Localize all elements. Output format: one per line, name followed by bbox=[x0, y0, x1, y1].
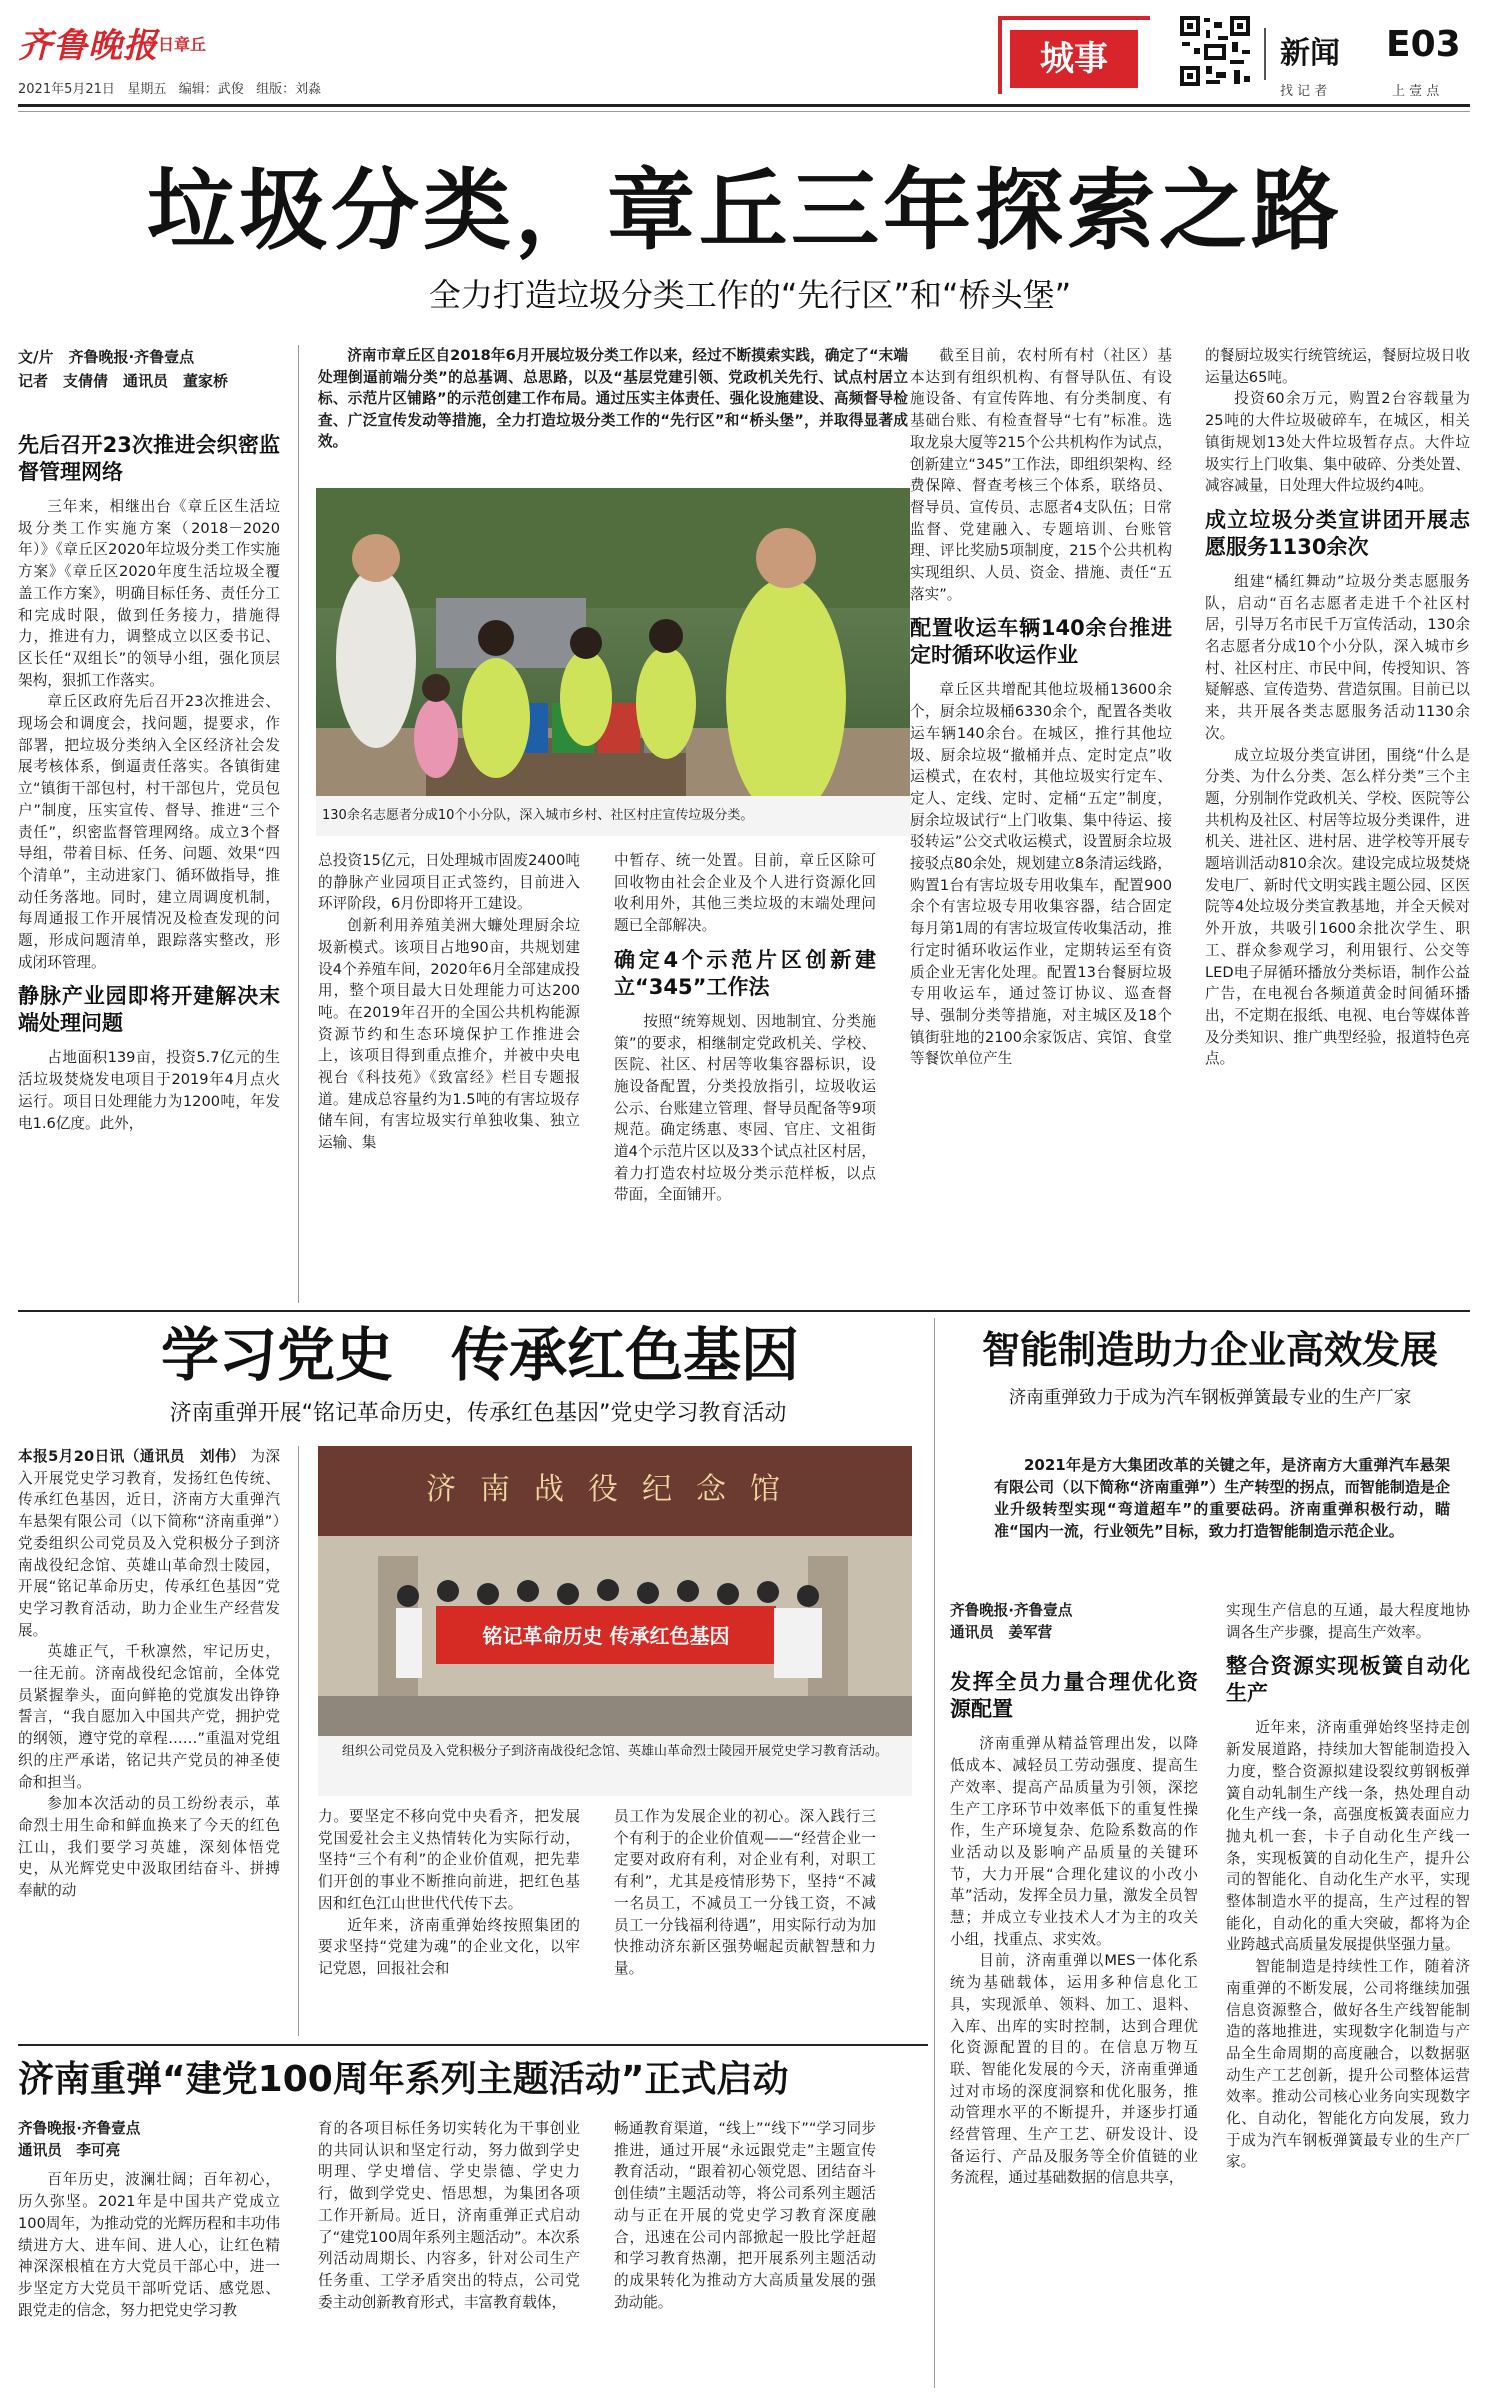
party-col-2 bbox=[318, 1806, 580, 2038]
page-number: E03 bbox=[1386, 24, 1461, 65]
party-photo-caption: 组织公司党员及入党积极分子到济南战役纪念馆、英雄山革命烈士陵园开展党史学习教育活动。 bbox=[342, 1744, 889, 1759]
party-col1-p1-text: 为深入开展党史学习教育，发扬红色传统、传承红色基因，近日，济南方大重弹汽车悬架有限公司（以下简称“济南重弹”）党委组织公司党员及入党积极分子到济南战役纪念馆、英雄山革命烈士陵园，开展“铭记革命历史，传承红色基因”党史学习教育活动，助力企业生产经营发展。 bbox=[18, 1448, 280, 1639]
anniv-col-3 bbox=[614, 2118, 876, 2388]
lead-col-1 bbox=[18, 432, 280, 1302]
mfg-byline-1: 齐鲁晚报·齐鲁壹点 bbox=[950, 1602, 1073, 1619]
party-col1-p3: 参加本次活动的员工纷纷表示，革命烈士用生命和鲜血换来了今天的红色江山，我们要学习英雄，深刻体悟党史，从光辉党史中汲取团结奋斗、拼搏奉献的动 bbox=[18, 1795, 280, 1900]
lead-col-4 bbox=[910, 345, 1172, 1302]
lead-subhead-meetings: 先后召开23次推进会织密监督管理网络 bbox=[18, 433, 280, 484]
mfg-intro: 2021年是方大集团改革的关键之年，是济南方大重弹汽车悬架有限公司（以下简称“济南重弹”）生产转型的拐点，而智能制造是企业升级转型实现“弯道超车”的重要砝码。济南重弹积极行动，瞄准“国内一流，行业领先”目标，致力打造智能制造示范企业。 bbox=[994, 1456, 1450, 1540]
lead-subhead: 全力打造垃圾分类工作的“先行区”和“桥头堡” bbox=[428, 276, 1072, 314]
lead-col3-p1: 中暂存、统一处置。目前，章丘区除可回收物由社会企业及个人进行资源化回收利用外，其他三类垃圾的末端处理问题已全部解决。 bbox=[614, 852, 876, 935]
lead-bottom-rule bbox=[18, 1310, 1470, 1312]
mfg-subhead-integration: 整合资源实现板簧自动化生产 bbox=[1226, 1654, 1470, 1706]
masthead-divider bbox=[1264, 28, 1266, 80]
anniv-headline: 济南重弹“建党100周年系列主题活动”正式启动 bbox=[18, 2059, 789, 2100]
lead-subhead-volunteers: 成立垃圾分类宣讲团开展志愿服务1130余次 bbox=[1205, 507, 1470, 559]
section-badge: 城事 bbox=[1010, 30, 1138, 88]
reporter-app: 上 壹 点 bbox=[1392, 84, 1440, 99]
edition-name: 今日章丘 bbox=[142, 35, 207, 54]
mfg-subhead: 济南重弹致力于成为汽车钢板弹簧最专业的生产厂家 bbox=[1008, 1388, 1412, 1408]
anniv-col-2 bbox=[318, 2118, 580, 2388]
section-name: 新闻 bbox=[1280, 36, 1340, 71]
masthead-rule bbox=[18, 104, 1470, 107]
mfg-col2-p2: 智能制造是持续性工作，随着济南重弹的不断发展，公司将继续加强信息资源整合，做好各生产线智能制造的落地推进，实现数字化制造与产品全生命周期的高度融合，以数据驱动生产工艺创新，提升公司整体运营效率。推动公司核心业务向实现数字化、自动化，智能化方向发展，致力于成为汽车钢板弹簧最专业的生产厂家。 bbox=[1226, 1958, 1470, 2171]
mfg-col2-p1: 近年来，济南重弹始终坚持走创新发展道路，持续加大智能制造投入力度，整合资源拟建设裂纹剪钢板弹簧自动轧制生产线一条，热处理自动化生产线一条，高强度板簧表面应力抛丸机一套，卡子自动化生产线一条，实现板簧的自动化生产，提升公司的智能化、自动化生产水平，实现整体制造水平的提高，生产过程的智能化，自动化的重大突破，都将为企业跨越式高质量发展提供坚强力量。 bbox=[1226, 1719, 1470, 1954]
party-banner: 铭记革命历史 传承红色基因 bbox=[482, 1624, 730, 1648]
lead-photo bbox=[316, 488, 910, 836]
issue-layout: 组版：刘淼 bbox=[256, 82, 322, 97]
party-building-sign: 济南战役纪念馆 bbox=[426, 1472, 804, 1507]
party-col1-p1 bbox=[18, 1446, 280, 1641]
lead-subhead-industrial-park: 静脉产业园即将开建解决末端处理问题 bbox=[18, 984, 280, 1036]
anniv-col-1 bbox=[18, 2118, 280, 2388]
anniv-col1-p: 百年历史，波澜壮阔；百年初心，历久弥坚。2021年是中国共产党成立100周年，为推动党的光辉历程和丰功伟绩进方大、进车间、进人心，让红色精神深深根植在方大党员干部心中，进一步坚定方大党员干部听党话、感党恩、跟党走的信念，努力把党史学习教 bbox=[18, 2171, 280, 2319]
mfg-divider bbox=[934, 1318, 935, 2388]
anniv-col3-p: 畅通教育渠道，“线上”“线下”“学习同步推进，通过开展“永远跟党走”主题宣传教育活动，“跟着初心领党恩、团结奋斗创佳绩”主题活动等，将公司系列主题活动与正在开展的党史学习教育深度融合，迅速在公司内部掀起一股比学赶超和学习教育热潮，把开展系列主题活动的成果转化为推动方大高质量发展的强劲动能。 bbox=[614, 2120, 876, 2311]
party-col-3 bbox=[614, 1806, 876, 2038]
lead-headline: 垃圾分类，章丘三年探索之路 bbox=[146, 158, 1343, 262]
col-divider bbox=[298, 1446, 299, 2036]
party-bottom-rule bbox=[18, 2044, 928, 2046]
issue-date: 2021年5月21日 bbox=[18, 82, 115, 97]
party-col1-p2: 英雄正气，千秋凛然，牢记历史，一往无前。济南战役纪念馆前，全体党员紧握拳头，面向鲜艳的党旗发出铮铮誓言，“我自愿加入中国共产党，拥护党的纲领，遵守党的章程……”重温对党组织的庄严承诺，铭记共产党员的神圣使命和担当。 bbox=[18, 1643, 280, 1791]
anniv-byline-2: 通讯员 李可亮 bbox=[18, 2141, 121, 2159]
lead-col4-p1: 的餐厨垃圾实行统管统运，餐厨垃圾日收运量达65吨。 bbox=[1205, 347, 1470, 386]
lead-col-5 bbox=[1205, 345, 1470, 1302]
lead-subhead-demo-zones: 确定4个示范片区创新建立“345”工作法 bbox=[614, 947, 876, 999]
lead-subhead-vehicles: 配置收运车辆140余台推进定时循环收运作业 bbox=[910, 616, 1172, 668]
mfg-col1-p1: 济南重弹从精益管理出发，以降低成本、减轻员工劳动强度、提高生产效率、提高产品质量为引领，深挖生产工序环节中效率低下的重复性操作，生产环境复杂、危险系数高的作业活动以及影响产品质量的关键环节，大力开展“合理化建议的小改小革”活动，发挥全员力量，激发全员智慧；并成立专业技术人才为主的攻关小组，找重点、求实效。 bbox=[950, 1735, 1198, 1948]
lead-col3-p2: 按照“统筹规划、因地制宜、分类施策”的要求，相继制定党政机关、学校、医院、社区、村居等收集容器标识，设施设备配置，分类投放指引，垃圾收运公示、台账建立管理、督导员配备等9项规范。确定绣惠、枣园、官庄、文祖街道4个示范片区以及33个试点社区村居，着力打造农村垃圾分类示范样板，以点带面，全面铺开。 bbox=[614, 1012, 876, 1204]
lead-col4-p3: 组建“橘红舞动”垃圾分类志愿服务队，启动“百名志愿者走进千个社区村居，引导万名市民千万宣传活动，130余名志愿者分成10个小分队，深入城市乡村、社区村庄、市民中间，传授知识、答疑解惑、宣传造势、营造氛围。目前已以来，共开展各类志愿服务活动1130余次。 bbox=[1205, 572, 1470, 742]
lead-byline-line2: 记者 支倩倩 通讯员 董家桥 bbox=[18, 372, 229, 390]
lead-col2-p1: 总投资15亿元，日处理城市固废2400吨的静脉产业园项目正式签约，目前进入环评阶段，6月份即将开工建设。 bbox=[318, 852, 580, 913]
issue-editor: 编辑：武俊 bbox=[178, 82, 244, 97]
party-headline: 学习党史 传承红色基因 bbox=[160, 1321, 799, 1389]
lead-col1-p1: 三年来，相继出台《章丘区生活垃圾分类工作实施方案（2018－2020年）》《章丘区2020年垃圾分类工作实施方案》《章丘区2020年度生活垃圾全覆盖工作方案》，明确目标任务、责任分工和完成时限，做到任务接力，措施得力，推进有力，调整成立以区委书记、区长任“双组长”的领导小组，强化顶层架构，狠抓工作落实。 bbox=[18, 498, 280, 689]
lead-col1-p3: 占地面积139亩，投资5.7亿元的生活垃圾焚烧发电项目于2019年4月点火运行。项目日处理能力为1200吨，年发电1.6亿度。此外， bbox=[18, 1049, 280, 1132]
masthead-rule-thin bbox=[18, 111, 1470, 112]
lead-col4-p4: 成立垃圾分类宣讲团，围绕“什么是分类、为什么分类、怎么样分类”三个主题，分别制作党政机关、学校、医院等公共机构及社区、村居等垃圾分类课件，进机关、进社区、进村居、进学校等开展专题培训活动810余次。建设完成垃圾焚烧发电厂、新时代文明实践主题公园、区医院等4处垃圾分类宣教基地，并全天候对外开放，共吸引1600余批次学生、职工、群众参观学习，利用银行、公交等LED电子屏循环播放分类标语，制作公益广告，在电视台各频道黄金时间循环播出，不定期在报纸、电视、电台等媒体普及分类知识、推广典型经验，报道特色亮点。 bbox=[1205, 746, 1470, 1068]
mfg-col-1 bbox=[950, 1600, 1198, 2388]
party-col3-p1: 员工作为发展企业的初心。深入践行三个有利于的企业价值观——“经营企业一定要对政府有利，对企业有利，对职工有利”，尤其是疫情形势下，坚持“不减一名员工，不减员工一分钱工资，不减员工一分钱福利待遇”，用实际行动为加快推动济东新区强势崛起贡献智慧和力量。 bbox=[614, 1808, 876, 1977]
lead-col4-p2: 投资60余万元，购置2台容载量为25吨的大件垃圾破碎车，在城区，相关镇街规划13处大件垃圾暂存点。大件垃圾实行上门收集、集中破碎、分类处置、减容减量，日处理大件垃圾约4吨。 bbox=[1205, 390, 1470, 495]
lead-col1-p2: 章丘区政府先后召开23次推进会、现场会和调度会，找问题，提要求，作部署，把垃圾分类纳入全区经济社会发展考核体系，倒逼责任落实。各镇街建立“镇街干部包村，村干部包片，党员包户”制度，压实宣传、督导、推进“三个责任”，织密监督管理网络。成立3个督导组，带着目标、任务、问题、效果“四个清单”，主动进家门、循环做指导，推动任务落地。同时，建立周调度机制，每周通报工作开展情况及检查发现的问题，形成问题清单，跟踪落实整改，形成闭环管理。 bbox=[18, 693, 280, 971]
lead-col3-p3: 截至目前，农村所有村（社区）基本达到有组织机构、有督导队伍、有设施设备、有宣传阵地、有分类制度、有基础台账、有检查督导“七有”标准。选取龙泉大厦等215个公共机构作为试点，创新建立“345”工作法，即组织架构、经费保障、督查考核三个体系，联络员、督导员、宣传员、志愿者4支队伍；日常监督、党建融入、专题培训、台账管理、评比奖励5项制度，215个公共机构实现组织、人员、资金、措施、责任“五落实”。 bbox=[910, 347, 1172, 603]
lead-col3-p4: 章丘区共增配其他垃圾桶13600余个，厨余垃圾桶6330余个，配置各类收运车辆140余台。在城区，推行其他垃圾、厨余垃圾“撤桶并点、定时定点”收运模式，在农村，其他垃圾实行定车、定人、定线、定时、定桶“五定”制度，厨余垃圾试行“上门收集、集中待运、接驳转运”公交式收运模式，设置厨余垃圾接驳点80余处，规划建立8条清运线路，购置1台有害垃圾专用收集车，配置900余个有害垃圾专用收集容器，结合固定每月第1周的有害垃圾宣传收集活动，推行定时循环收运作业，定期转运至有资质企业无害化处理。配置13台餐厨垃圾专用收运车，通过签订协议、巡查督导、强制分类等措施，对主城区及18个镇街驻地的2100余家饭店、宾馆、食堂等餐饮单位产生 bbox=[910, 681, 1172, 1068]
issue-weekday: 星期五 bbox=[127, 82, 167, 97]
reporter-label: 找 记 者 bbox=[1280, 84, 1328, 99]
mfg-col1-p2: 目前，济南重弹以MES一体化系统为基础载体，运用多种信息化工具，实现派单、领料、加工、退料、入库、出库的实时控制，达到合理优化资源配置的目的。在信息万物互联、智能化发展的今天，济南重弹通过对市场的深度洞察和优化服务，推动管理水平的不断提升，并逐步打通经营管理、生产工艺、研发设计、设备运行、产品及服务等全价值链的业务流程，通过基础数据的信息共享， bbox=[950, 1952, 1198, 2187]
brand-logo: 齐鲁晚报 bbox=[18, 26, 158, 66]
mfg-subhead-resources: 发挥全员力量合理优化资源配置 bbox=[950, 1670, 1198, 1722]
volunteers-photo-icon bbox=[316, 488, 910, 836]
party-subhead: 济南重弹开展“铭记革命历史，传承红色基因”党史学习教育活动 bbox=[169, 1401, 787, 1426]
mfg-byline-2: 通讯员 姜军营 bbox=[950, 1623, 1053, 1641]
lead-photo-caption: 130余名志愿者分成10个小分队，深入城市乡村、社区村庄宣传垃圾分类。 bbox=[322, 808, 754, 823]
qr-pattern-icon bbox=[1178, 14, 1252, 88]
anniv-col2-p: 育的各项目标任务切实转化为干事创业的共同认识和坚定行动，努力做到学史明理、学史增信、学史崇德、学史力行，做到学党史、悟思想，为集团各项工作开新局。近日，济南重弹正式启动了“建党100周年系列主题活动”。本次系列活动周期长、内容多，针对公司生产任务重、工学矛盾突出的特点，公司党委主动创新教育形式，丰富教育载体， bbox=[318, 2120, 580, 2311]
party-col2-p1: 力。要坚定不移向党中央看齐，把发展党国爱社会主义热情转化为实际行动，坚持“三个有利”的企业价值观，把先辈们开创的事业不断推向前进，把红色基因和红色江山世世代代传下去。 bbox=[318, 1808, 580, 1912]
lead-col2-p2: 创新利用养殖美洲大蠊处理厨余垃圾新模式。该项目占地90亩，共规划建设4个养殖车间，2020年6月全部建成投用，整个项目最大日处理能力可达200吨。在2019年召开的全国公共机构能源资源节约和生态环境保护工作推进会上，该项目得到重点推介，并被中央电视台《科技苑》《致富经》栏目专题报道。建成总容量约为1.5吨的有害垃圾存储车间，有害垃圾实行单独收集、独立运输、集 bbox=[318, 917, 580, 1152]
party-photo bbox=[318, 1446, 912, 1796]
col-divider bbox=[298, 345, 299, 1303]
anniv-byline-1: 齐鲁晚报·齐鲁壹点 bbox=[18, 2120, 141, 2137]
lead-col-3a bbox=[614, 850, 876, 1302]
lead-col-2 bbox=[318, 850, 580, 1302]
party-col-1 bbox=[18, 1446, 280, 2038]
mfg-headline: 智能制造助力企业高效发展 bbox=[981, 1328, 1438, 1372]
lead-byline-line1: 文/片 齐鲁晚报·齐鲁壹点 bbox=[18, 348, 195, 366]
masthead bbox=[0, 0, 1488, 140]
lead-byline bbox=[18, 345, 298, 393]
party-dateline: 本报5月20日讯（通讯员 刘伟） bbox=[18, 1448, 246, 1465]
lead-intro: 济南市章丘区自2018年6月开展垃圾分类工作以来，经过不断摸索实践，确定了“末端处理倒逼前端分类”的总基调、总思路，以及“基层党建引领、党政机关先行、试点村居立标、示范片区铺路”的示范创建工作布局。通过压实主体责任、强化设施建设、高频督导检查、广泛宣传发动等措施，全力打造垃圾分类工作的“先行区”和“桥头堡”，并取得显著成效。 bbox=[318, 347, 908, 450]
party-col2-p2: 近年来，济南重弹始终按照集团的要求坚持“党建为魂”的企业文化，以牢记党恩，回报社会和 bbox=[318, 1916, 580, 1977]
mfg-col-2 bbox=[1226, 1600, 1470, 2388]
mfg-col2-top: 实现生产信息的互通，最大程度地协调各生产步骤，提高生产效率。 bbox=[1226, 1602, 1470, 1641]
issue-info bbox=[18, 78, 321, 97]
qr-code-icon bbox=[1178, 14, 1252, 88]
